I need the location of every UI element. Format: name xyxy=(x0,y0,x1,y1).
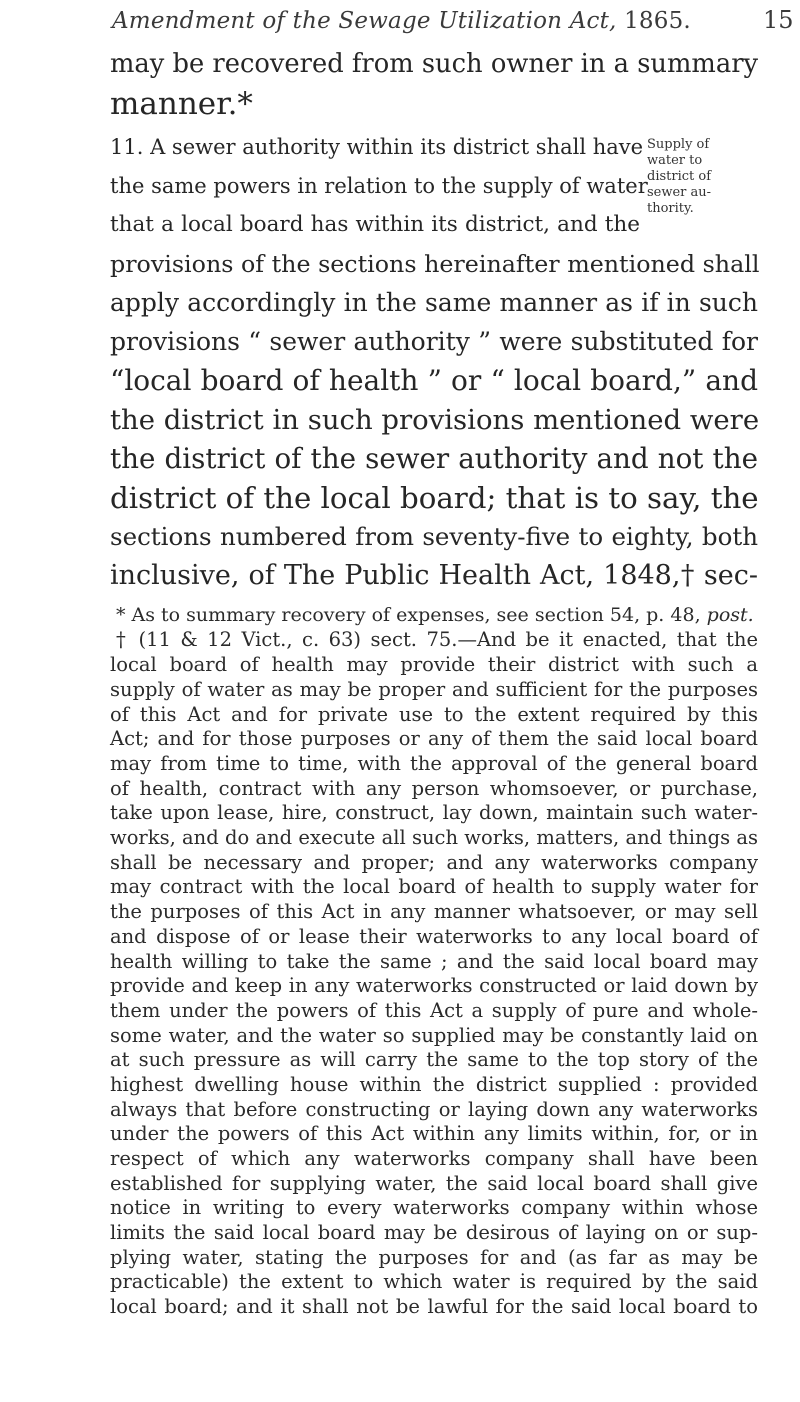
footnote-line: Act; and for those purposes or any of them the said local board xyxy=(110,727,758,750)
footnote-line: notice in writing to every waterworks company within whose xyxy=(110,1196,758,1219)
footnote-line: provide and keep in any waterworks constructed or laid down by xyxy=(110,974,758,997)
footnote-line: take upon lease, hire, construct, lay down, maintain such water- xyxy=(110,801,758,824)
footnote-line: at such pressure as will carry the same to the top story of the xyxy=(110,1048,758,1071)
running-title-year: 1865. xyxy=(624,8,691,34)
footnote-line: may contract with the local board of health to supply water for xyxy=(110,875,758,898)
footnote-line: them under the powers of this Act a supply of pure and whole- xyxy=(110,999,758,1022)
footnote-line: the purposes of this Act in any manner whatsoever, or may sell xyxy=(110,900,758,923)
footnote-line: local board; and it shall not be lawful for the said local board to xyxy=(110,1295,758,1318)
margin-note-line: water to xyxy=(647,153,703,168)
running-title: Amendment of the Sewage Utilization Act, xyxy=(112,8,617,34)
body-line: may be recovered from such owner in a summary xyxy=(110,49,759,79)
body-line: provisions of the sections hereinafter mentioned shall xyxy=(110,250,760,278)
footnote-line: shall be necessary and proper; and any waterworks company xyxy=(110,851,758,874)
footnote-line: highest dwelling house within the district supplied : provided xyxy=(110,1073,758,1096)
footnote-line: may from time to time, with the approval of the general board xyxy=(110,752,758,775)
body-line: the same powers in relation to the supply of water xyxy=(110,174,648,198)
footnote-line: health willing to take the same ; and the said local board may xyxy=(110,950,758,973)
body-line: provisions “ sewer authority ” were substituted for xyxy=(110,327,758,356)
margin-note-line: district of xyxy=(647,169,712,184)
footnote-line: under the powers of this Act within any limits within, for, or in xyxy=(110,1122,758,1145)
body-line: district of the local board; that is to say, the xyxy=(110,481,759,515)
footnote-line: limits the said local board may be desirous of laying on or sup- xyxy=(110,1221,758,1244)
body-line: manner.* xyxy=(110,86,253,122)
footnote-line: some water, and the water so supplied may be constantly laid on xyxy=(110,1024,758,1047)
footnote-line: always that before constructing or laying down any waterworks xyxy=(110,1098,758,1121)
footnote-line: practicable) the extent to which water is required by the said xyxy=(110,1270,758,1293)
body-line: “local board of health ” or “ local board,” and xyxy=(110,364,758,397)
footnote-line: of health, contract with any person whomsoever, or purchase, xyxy=(110,777,758,800)
footnote-line: works, and do and execute all such works, matters, and things as xyxy=(110,826,758,849)
footnote-line: respect of which any waterworks company shall have been xyxy=(110,1147,758,1170)
page-number: 15 xyxy=(763,6,794,34)
footnote-line: of this Act and for private use to the extent required by this xyxy=(110,703,758,726)
footnote-line: local board of health may provide their district with such a xyxy=(110,653,758,676)
body-line: the district of the sewer authority and not the xyxy=(110,442,758,475)
body-line: sections numbered from seventy-five to eighty, both xyxy=(110,522,758,551)
running-head xyxy=(112,8,691,34)
section-11-heading-line: 11. A sewer authority within its district shall have xyxy=(110,135,644,159)
margin-note xyxy=(647,137,787,217)
footnote-line: and dispose of or lease their waterworks to any local board of xyxy=(110,925,758,948)
margin-note-line: thority. xyxy=(647,201,694,216)
footnote-line: supply of water as may be proper and sufficient for the purposes xyxy=(110,678,758,701)
body-line: the district in such provisions mentioned were xyxy=(110,404,760,436)
footnote-line: plying water, stating the purposes for and (as far as may be xyxy=(110,1246,758,1269)
body-line: that a local board has within its district, and the xyxy=(110,212,640,237)
margin-note-line: sewer au- xyxy=(647,185,712,200)
body-line: inclusive, of The Public Health Act, 1848,† sec- xyxy=(110,560,758,591)
body-line: apply accordingly in the same manner as if in such xyxy=(110,288,758,317)
footnote-line: * As to summary recovery of expenses, see section 54, p. 48, post. xyxy=(116,604,754,626)
margin-note-line: Supply of xyxy=(647,137,710,152)
footnote-line: † (11 & 12 Vict., c. 63) sect. 75.—And be it enacted, that the xyxy=(116,628,758,651)
footnote-line: established for supplying water, the said local board shall give xyxy=(110,1172,758,1195)
